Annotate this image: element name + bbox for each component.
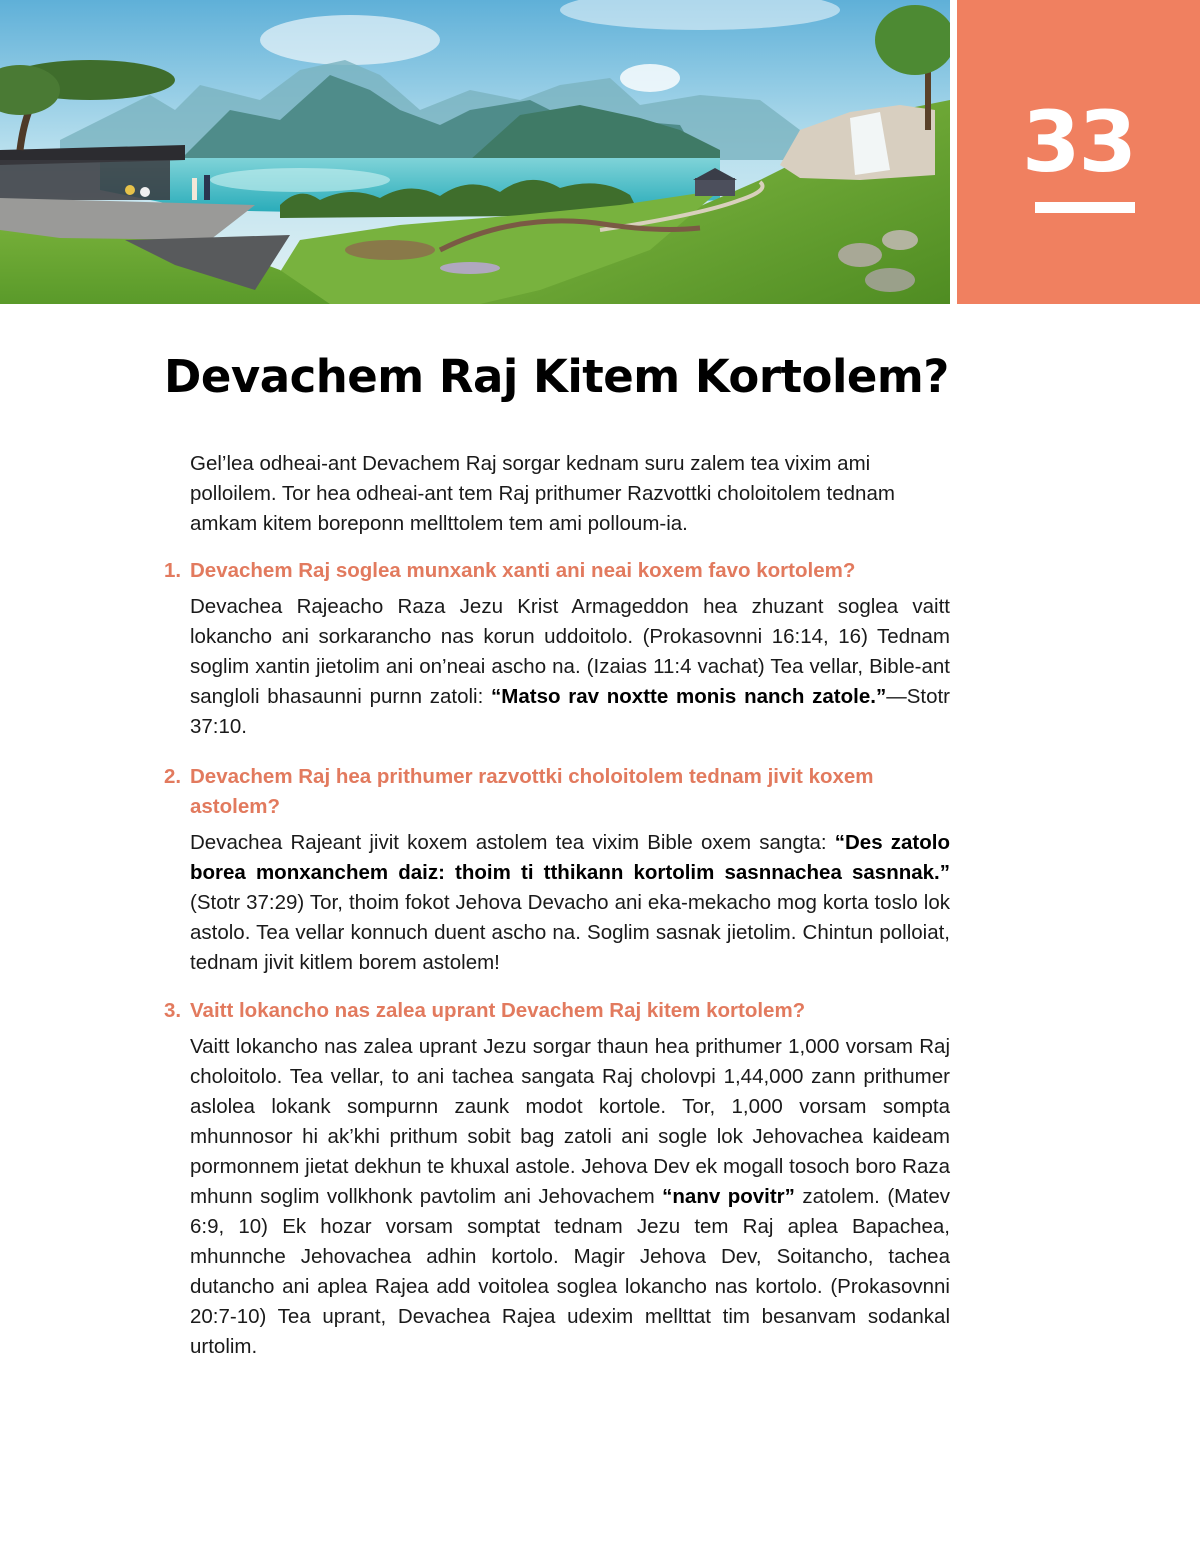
question-text: Devachem Raj soglea munxank xanti ani neai koxem favo kortolem?: [190, 559, 856, 582]
hero-illustration: [0, 0, 950, 304]
question-text-line1: Devachem Raj hea prithumer razvottki choloitolem tednam jivit koxem: [190, 765, 874, 788]
answer-1: [190, 592, 950, 742]
question-text: Vaitt lokancho nas zalea uprant Devachem Raj kitem kortolem?: [190, 999, 806, 1022]
question-text-line2: astolem?: [190, 795, 280, 818]
chapter-underline: [1035, 202, 1135, 213]
answer-text-continued: zatolem. (Matev 6:9, 10) Ek hozar vorsam somptat tednam Jezu tem Raj aplea Bapachea, mhunnche Jehovachea adhin kortolo. Magir Jehova Dev, Soitancho, tachea dutancho ani aplea Rajea add voitolea soglea lokancho nas kortolo. (Prokasovnni 20:7-10) Tea uprant, Devachea Rajea udexim mellttat tim besanvam sodankal urtolim.: [190, 1185, 950, 1358]
answer-text: Vaitt lokancho nas zalea uprant Jezu sorgar thaun hea prithumer 1,000 vorsam Raj choloitolo. Tea vellar, to ani tachea sangata Raj cholovpi 1,44,000 zann prithumer aslolea lokank sompurnn zaunk modot kortole. Tor, 1,000 vorsam sompta mhunnosor hi ak’khi prithum sobit bag zatoli ani sogle lok Jehovachea kaideam pormonnem jietat dekhun te khuxal astole. Jehova Dev ek mogall tosoch boro Raza mhunn soglim vollkhonk pavtolim ani Jehovachem: [190, 1035, 950, 1208]
question-2: [164, 762, 950, 822]
question-number: 1.: [164, 559, 182, 582]
intro-paragraph: Gel’lea odheai-ant Devachem Raj sorgar kednam suru zalem tea vixim ami polloilem. Tor hea odheai-ant tem Raj prithumer Razvottki choloitolem tednam amkam kitem boreponn mellttolem tem ami polloum-ia.: [190, 452, 895, 535]
scripture-reference: —Stotr 37:10.: [190, 685, 950, 738]
answer-text: Devachea Rajeant jivit koxem astolem tea vixim Bible oxem sangta:: [190, 831, 835, 854]
scripture-quote: “Des zatolo borea monxanchem daiz: thoim ti tthikann kortolim sasnnachea sasnnak.”: [190, 831, 950, 884]
question-number: 2.: [164, 765, 182, 788]
answer-3: [190, 1032, 950, 1362]
answer-text-continued: (Stotr 37:29) Tor, thoim fokot Jehova Devacho ani eka-mekacho mog korta toslo lok astolo. Tea vellar konnuch duent ascho na. Soglim sasnak jietolim. Chintun polloiat, tednam jivit kitlem borem astolem!: [190, 891, 950, 974]
page-title: Devachem Raj Kitem Kortolem?: [164, 350, 949, 403]
scripture-quote: “Matso rav noxtte monis nanch zatole.”: [491, 685, 887, 708]
landscape-image: [0, 0, 950, 304]
answer-2: [190, 828, 950, 978]
scripture-quote: “nanv povitr”: [662, 1185, 795, 1208]
chapter-number: 33: [1022, 93, 1135, 191]
question-3: [164, 996, 950, 1026]
chapter-number-box: [957, 0, 1200, 304]
question-1: [164, 556, 950, 586]
question-number: 3.: [164, 999, 182, 1022]
answer-text: Devachea Rajeacho Raza Jezu Krist Armageddon hea zhuzant soglea vaitt lokancho ani sorkarancho nas korun uddoitolo. (Prokasovnni 16:14, 16) Tednam soglim xantin jietolim ani on’neai ascho na. (Izaias 11:4 vachat) Tea vellar, Bible-ant sangloli bhasaunni purnn zatoli:: [190, 595, 950, 708]
